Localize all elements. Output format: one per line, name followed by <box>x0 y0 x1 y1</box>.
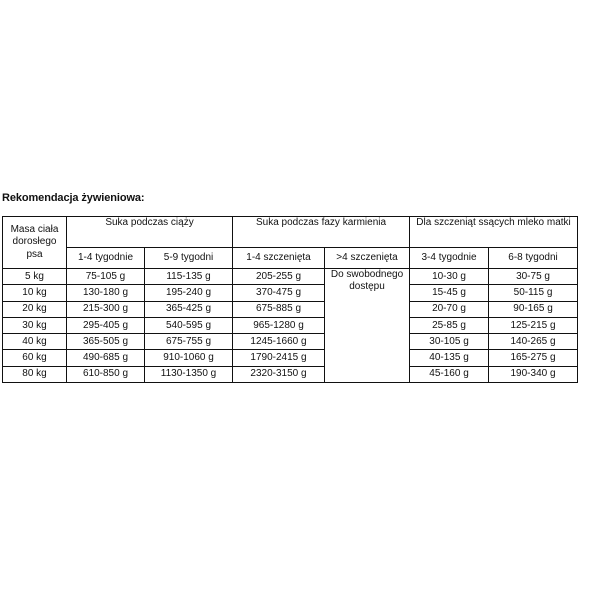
cell-mass: 5 kg <box>3 269 67 285</box>
cell-lact-1-4: 1790-2415 g <box>233 350 325 366</box>
cell-pup-6-8: 50-115 g <box>489 285 578 301</box>
cell-mass: 20 kg <box>3 301 67 317</box>
subheader-pup-6-8: 6-8 tygodni <box>489 248 578 269</box>
cell-preg-5-9: 365-425 g <box>145 301 233 317</box>
cell-preg-5-9: 1130-1350 g <box>145 366 233 382</box>
cell-pup-6-8: 90-165 g <box>489 301 578 317</box>
subheader-lact-over-4: >4 szczenięta <box>325 248 410 269</box>
table-row <box>3 350 578 366</box>
cell-preg-5-9: 540-595 g <box>145 317 233 333</box>
header-group-pregnancy: Suka podczas ciąży <box>67 217 233 248</box>
cell-pup-6-8: 165-275 g <box>489 350 578 366</box>
cell-pup-3-4: 45-160 g <box>410 366 489 382</box>
cell-preg-1-4: 215-300 g <box>67 301 145 317</box>
cell-pup-3-4: 40-135 g <box>410 350 489 366</box>
cell-mass: 60 kg <box>3 350 67 366</box>
feeding-table <box>2 216 578 383</box>
table-row <box>3 366 578 382</box>
table-row <box>3 285 578 301</box>
subheader-preg-1-4: 1-4 tygodnie <box>67 248 145 269</box>
cell-mass: 10 kg <box>3 285 67 301</box>
cell-mass: 40 kg <box>3 334 67 350</box>
cell-pup-3-4: 20-70 g <box>410 301 489 317</box>
header-group-lactation: Suka podczas fazy karmienia <box>233 217 410 248</box>
cell-lact-1-4: 965-1280 g <box>233 317 325 333</box>
cell-pup-3-4: 10-30 g <box>410 269 489 285</box>
cell-lact-1-4: 205-255 g <box>233 269 325 285</box>
cell-lact-1-4: 370-475 g <box>233 285 325 301</box>
cell-preg-5-9: 910-1060 g <box>145 350 233 366</box>
cell-lact-1-4: 2320-3150 g <box>233 366 325 382</box>
header-row-subgroups <box>3 248 578 269</box>
section-heading: Rekomendacja żywieniowa: <box>2 192 145 204</box>
header-mass: Masa ciała dorosłego psa <box>3 217 67 269</box>
cell-pup-6-8: 30-75 g <box>489 269 578 285</box>
header-row-groups <box>3 217 578 248</box>
table-row <box>3 301 578 317</box>
cell-preg-1-4: 75-105 g <box>67 269 145 285</box>
table-row <box>3 317 578 333</box>
cell-pup-3-4: 15-45 g <box>410 285 489 301</box>
cell-preg-1-4: 130-180 g <box>67 285 145 301</box>
cell-preg-1-4: 490-685 g <box>67 350 145 366</box>
cell-preg-5-9: 195-240 g <box>145 285 233 301</box>
cell-pup-3-4: 30-105 g <box>410 334 489 350</box>
subheader-preg-5-9: 5-9 tygodni <box>145 248 233 269</box>
header-group-puppies: Dla szczeniąt ssących mleko matki <box>410 217 578 248</box>
cell-preg-1-4: 295-405 g <box>67 317 145 333</box>
cell-pup-6-8: 190-340 g <box>489 366 578 382</box>
subheader-pup-3-4: 3-4 tygodnie <box>410 248 489 269</box>
table-row <box>3 269 578 285</box>
cell-pup-6-8: 140-265 g <box>489 334 578 350</box>
cell-preg-1-4: 610-850 g <box>67 366 145 382</box>
cell-lact-1-4: 1245-1660 g <box>233 334 325 350</box>
cell-preg-5-9: 115-135 g <box>145 269 233 285</box>
cell-mass: 80 kg <box>3 366 67 382</box>
cell-lact-1-4: 675-885 g <box>233 301 325 317</box>
cell-preg-5-9: 675-755 g <box>145 334 233 350</box>
cell-free-access: Do swobodnego dostępu <box>325 269 410 383</box>
cell-pup-3-4: 25-85 g <box>410 317 489 333</box>
cell-mass: 30 kg <box>3 317 67 333</box>
cell-preg-1-4: 365-505 g <box>67 334 145 350</box>
table-row <box>3 334 578 350</box>
subheader-lact-1-4: 1-4 szczenięta <box>233 248 325 269</box>
cell-pup-6-8: 125-215 g <box>489 317 578 333</box>
